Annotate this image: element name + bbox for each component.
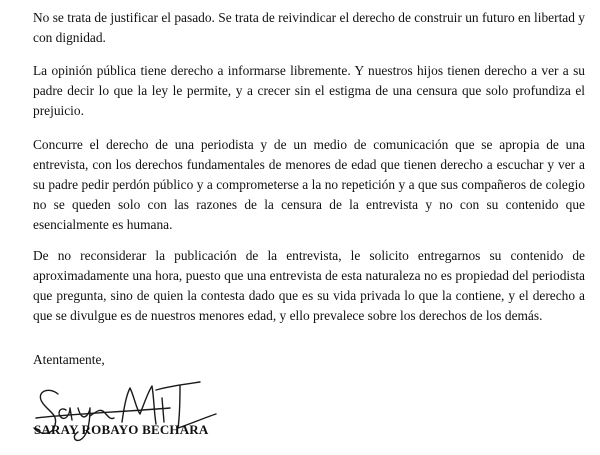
letter-body <box>33 8 585 370</box>
signer-name: SARAY ROBAYO BECHARA <box>34 422 209 437</box>
paragraph-2: La opinión pública tiene derecho a informarse libremente. Y nuestros hijos tienen derecho a ver a su padre decir lo que la ley le permite, y a crecer sin el estigma de una censura que solo profundiza el prejuicio. <box>33 63 585 118</box>
closing-salutation: Atentamente, <box>33 352 105 367</box>
paragraph-1: No se trata de justificar el pasado. Se trata de reivindicar el derecho de construir un futuro en libertad y con dignidad. <box>33 10 585 45</box>
paragraph-4: De no reconsiderar la publicación de la entrevista, le solicito entregarnos su contenido de aproximadamente una hora, puesto que una entrevista de esta naturaleza no es propiedad del periodista que pregunta, sino de quien la contesta dado que es su vida privada lo que la contiene, y el derecho a que se divulgue es de nuestros menores edad, y ello prevalece sobre los derechos de los demás. <box>33 248 585 323</box>
signature-block <box>30 378 290 448</box>
paragraph-3: Concurre el derecho de una periodista y de un medio de comunicación que se apropia de una entrevista, con los derechos fundamentales de menores de edad que tienen derecho a escuchar y ver a su padre pedir perdón público y a comprometerse a la no repetición y a que sus compañeros de colegio no se queden solo con las razones de la censura de la entrevista y no con su contenido que esencialmente es humana. <box>33 137 585 232</box>
